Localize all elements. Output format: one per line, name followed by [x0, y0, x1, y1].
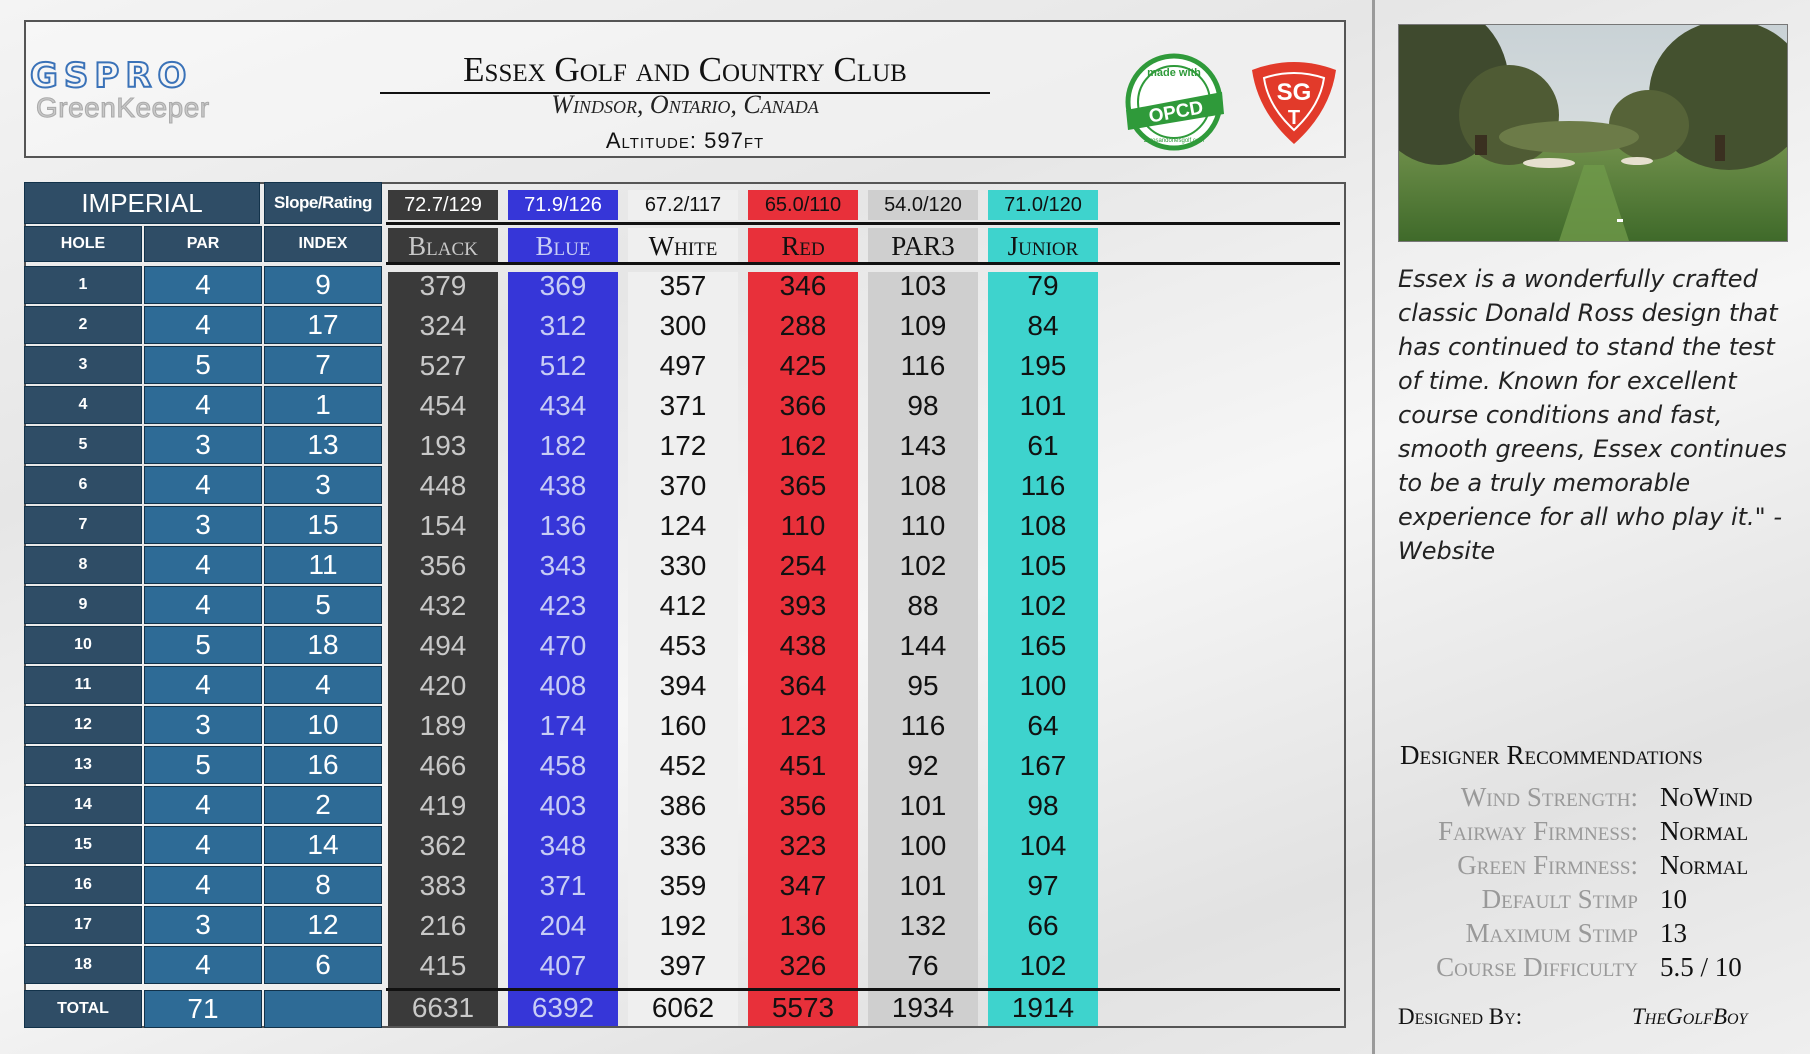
hole-index: 5 — [264, 586, 382, 624]
hole-number: 2 — [24, 306, 142, 344]
tee-yardage: 110 — [780, 510, 826, 541]
index-total-empty — [264, 990, 382, 1028]
tee-yardage: 108 — [1019, 510, 1067, 541]
sgt-bottom-text: T — [1287, 107, 1301, 129]
tee-yardage: 415 — [419, 950, 467, 981]
hole-par: 4 — [144, 786, 262, 824]
hole-par: 4 — [144, 866, 262, 904]
par-header: PAR — [144, 226, 262, 262]
opcd-main-text: OPCD — [1147, 97, 1205, 128]
tee-yardage: 458 — [539, 750, 587, 781]
tee-name: Blue — [508, 228, 618, 264]
total-rule — [386, 988, 1340, 991]
tee-yardage: 453 — [659, 630, 707, 661]
tee-yardage: 162 — [779, 430, 827, 461]
tee-yardage: 348 — [539, 830, 587, 861]
hole-par: 4 — [144, 466, 262, 504]
hole-par: 4 — [144, 666, 262, 704]
recommendation-label: Green Firmness: — [1457, 850, 1638, 880]
hole-par: 4 — [144, 546, 262, 584]
hole-index: 10 — [264, 706, 382, 744]
designer-name: TheGolfBoy — [1632, 1004, 1748, 1029]
course-location: Windsor, Ontario, Canada — [551, 90, 819, 119]
hole-par: 5 — [144, 626, 262, 664]
tee-yardage: 393 — [779, 590, 827, 621]
tee-yardage: 288 — [779, 310, 827, 341]
course-photo — [1398, 24, 1788, 242]
hole-par: 4 — [144, 826, 262, 864]
tee-yardage: 165 — [1019, 630, 1067, 661]
tee-yardage: 66 — [1027, 910, 1059, 941]
hole-number: 8 — [24, 546, 142, 584]
tee-yardage: 61 — [1027, 430, 1059, 461]
hole-par: 5 — [144, 346, 262, 384]
recommendation-label: Default Stimp — [1481, 884, 1638, 914]
recommendation-row — [1398, 816, 1798, 850]
tee-yardage: 425 — [779, 350, 827, 381]
tee-yardage: 64 — [1027, 710, 1059, 741]
tee-yardage: 356 — [419, 550, 467, 581]
tee-yardage: 108 — [899, 470, 947, 501]
tee-yardage: 366 — [779, 390, 827, 421]
hole-number: 4 — [24, 386, 142, 424]
tee-yardage: 98 — [907, 390, 939, 421]
hole-number: 1 — [24, 266, 142, 304]
tee-yardage: 371 — [659, 390, 707, 421]
hole-index: 16 — [264, 746, 382, 784]
tee-total: 1914 — [988, 990, 1098, 1026]
tee-total: 6392 — [508, 990, 618, 1026]
greenkeeper-logo: GreenKeeper — [36, 92, 210, 123]
hole-index: 3 — [264, 466, 382, 504]
hole-index: 15 — [264, 506, 382, 544]
tee-yardage: 438 — [539, 470, 587, 501]
hole-number: 10 — [24, 626, 142, 664]
hole-par: 3 — [144, 506, 262, 544]
recommendation-row — [1398, 918, 1798, 952]
tee-yardage: 98 — [1027, 790, 1059, 821]
recommendation-value: 5.5 / 10 — [1660, 952, 1742, 982]
header-rule-top — [386, 222, 1340, 225]
tee-yardage: 102 — [1019, 590, 1067, 621]
tee-yardage: 370 — [659, 470, 707, 501]
tee-yardage: 101 — [899, 790, 947, 821]
hole-index: 17 — [264, 306, 382, 344]
recommendation-value: Normal — [1660, 816, 1749, 846]
tee-yardage: 362 — [419, 830, 467, 861]
tee-yardage: 438 — [779, 630, 827, 661]
hole-number: 7 — [24, 506, 142, 544]
tee-yardage: 123 — [779, 710, 827, 741]
designed-by-label: Designed By: — [1398, 1004, 1523, 1029]
tee-yardage: 174 — [539, 710, 587, 741]
tee-yardage: 383 — [419, 870, 467, 901]
tee-yardage: 394 — [659, 670, 707, 701]
tee-yardage: 124 — [659, 510, 707, 541]
tee-yardage: 312 — [539, 310, 587, 341]
tee-yardage: 97 — [1027, 870, 1059, 901]
hole-par: 4 — [144, 266, 262, 304]
tee-rating: 54.0/120 — [868, 190, 978, 220]
hole-number: 9 — [24, 586, 142, 624]
tee-yardage: 448 — [419, 470, 467, 501]
hole-index: 2 — [264, 786, 382, 824]
recommendation-label: Course Difficulty — [1436, 952, 1638, 982]
recommendation-row — [1398, 782, 1798, 816]
tee-yardage: 512 — [539, 350, 587, 381]
recommendations-title: Designer Recommendations — [1400, 740, 1703, 770]
hole-number: 15 — [24, 826, 142, 864]
tee-yardage: 104 — [1019, 830, 1067, 861]
hole-index: 4 — [264, 666, 382, 704]
hole-index: 7 — [264, 346, 382, 384]
tee-yardage: 356 — [779, 790, 827, 821]
hole-number: 11 — [24, 666, 142, 704]
tee-yardage: 300 — [659, 310, 707, 341]
course-name: Essex Golf and Country Club — [380, 50, 990, 94]
recommendation-value: 10 — [1660, 884, 1687, 914]
hole-number: 3 — [24, 346, 142, 384]
tee-yardage: 103 — [899, 270, 947, 301]
tee-yardage: 154 — [419, 510, 467, 541]
tee-yardage: 76 — [907, 950, 939, 981]
tee-yardage: 102 — [1019, 950, 1067, 981]
recommendation-label: Wind Strength: — [1460, 782, 1638, 812]
recommendation-row — [1398, 850, 1798, 884]
tee-yardage: 193 — [419, 430, 467, 461]
tee-yardage: 434 — [539, 390, 587, 421]
tee-yardage: 451 — [779, 750, 827, 781]
tee-yardage: 110 — [900, 510, 946, 541]
tee-total: 6062 — [628, 990, 738, 1026]
hole-index: 14 — [264, 826, 382, 864]
sgt-top-text: SG — [1276, 79, 1312, 106]
course-description: Essex is a wonderfully crafted classic Donald Ross design that has continued to stand the test of time. Known for excellent course conditions and fast, smooth greens, Essex continues to be a truly memorable experience for all who play it." - Website — [1398, 265, 1787, 565]
tee-yardage: 101 — [899, 870, 947, 901]
recommendation-label: Maximum Stimp — [1465, 918, 1638, 948]
hole-par: 4 — [144, 586, 262, 624]
tee-rating: 65.0/110 — [748, 190, 858, 220]
tee-yardage: 195 — [1019, 350, 1067, 381]
hole-number: 17 — [24, 906, 142, 944]
tee-yardage: 452 — [659, 750, 707, 781]
tee-yardage: 408 — [539, 670, 587, 701]
gspro-logo: GSPRO — [30, 56, 193, 96]
tee-yardage: 92 — [907, 750, 939, 781]
hole-par: 3 — [144, 426, 262, 464]
recommendation-row — [1398, 952, 1798, 986]
tee-yardage: 100 — [899, 830, 947, 861]
tee-yardage: 324 — [419, 310, 467, 341]
tee-yardage: 189 — [419, 710, 467, 741]
hole-index: 8 — [264, 866, 382, 904]
hole-number: 18 — [24, 946, 142, 984]
tee-yardage: 84 — [1027, 310, 1059, 341]
side-divider — [1372, 0, 1375, 1054]
tee-yardage: 497 — [659, 350, 707, 381]
hole-number: 5 — [24, 426, 142, 464]
tee-yardage: 172 — [659, 430, 707, 461]
tee-yardage: 336 — [659, 830, 707, 861]
tee-name: Red — [748, 228, 858, 264]
tee-yardage: 359 — [659, 870, 707, 901]
hole-par: 4 — [144, 386, 262, 424]
recommendation-value: Normal — [1660, 850, 1749, 880]
tee-yardage: 116 — [900, 710, 946, 741]
tee-name: PAR3 — [868, 228, 978, 264]
tee-yardage: 192 — [659, 910, 707, 941]
tee-yardage: 132 — [899, 910, 947, 941]
tee-rating: 67.2/117 — [628, 190, 738, 220]
tee-yardage: 419 — [419, 790, 467, 821]
course-altitude: Altitude: 597ft — [605, 128, 765, 153]
tee-yardage: 357 — [659, 270, 707, 301]
hole-index: 1 — [264, 386, 382, 424]
tee-yardage: 379 — [419, 270, 467, 301]
tee-yardage: 160 — [659, 710, 707, 741]
tee-yardage: 365 — [779, 470, 827, 501]
tee-yardage: 347 — [779, 870, 827, 901]
tee-yardage: 330 — [659, 550, 707, 581]
tee-yardage: 116 — [1020, 470, 1066, 501]
sgt-badge-logo — [1246, 60, 1342, 146]
tee-yardage: 100 — [1019, 670, 1067, 701]
tee-yardage: 371 — [539, 870, 587, 901]
hole-index: 12 — [264, 906, 382, 944]
hole-par: 4 — [144, 946, 262, 984]
recommendation-label: Fairway Firmness: — [1438, 816, 1638, 846]
tee-rating: 71.9/126 — [508, 190, 618, 220]
tee-yardage: 116 — [900, 350, 946, 381]
tee-yardage: 403 — [539, 790, 587, 821]
tee-rating: 72.7/129 — [388, 190, 498, 220]
tee-yardage: 167 — [1019, 750, 1067, 781]
tee-yardage: 466 — [419, 750, 467, 781]
tee-yardage: 527 — [419, 350, 467, 381]
tee-total: 6631 — [388, 990, 498, 1026]
hole-number: 6 — [24, 466, 142, 504]
tee-yardage: 470 — [539, 630, 587, 661]
hole-par: 3 — [144, 906, 262, 944]
hole-index: 6 — [264, 946, 382, 984]
hole-index: 13 — [264, 426, 382, 464]
tee-rating: 71.0/120 — [988, 190, 1098, 220]
tee-yardage: 95 — [907, 670, 939, 701]
hole-number: 16 — [24, 866, 142, 904]
hole-header: HOLE — [24, 226, 142, 262]
tee-yardage: 364 — [779, 670, 827, 701]
slope-rating-label: Slope/Rating — [264, 182, 382, 224]
tee-yardage: 204 — [539, 910, 587, 941]
tee-yardage: 397 — [659, 950, 707, 981]
tee-yardage: 369 — [539, 270, 587, 301]
recommendation-row — [1398, 884, 1798, 918]
tee-name: Black — [388, 228, 498, 264]
hole-index: 18 — [264, 626, 382, 664]
tee-yardage: 136 — [539, 510, 587, 541]
tee-name: Junior — [988, 228, 1098, 264]
tee-yardage: 136 — [779, 910, 827, 941]
tee-yardage: 494 — [419, 630, 467, 661]
imperial-label: IMPERIAL — [24, 182, 260, 224]
tee-yardage: 109 — [899, 310, 947, 341]
tee-yardage: 144 — [899, 630, 947, 661]
index-header: INDEX — [264, 226, 382, 262]
par-total: 71 — [144, 990, 262, 1028]
tee-yardage: 326 — [779, 950, 827, 981]
opcd-badge-logo — [1124, 52, 1224, 152]
tee-total: 1934 — [868, 990, 978, 1026]
hole-par: 3 — [144, 706, 262, 744]
tee-yardage: 182 — [539, 430, 587, 461]
tee-yardage: 254 — [779, 550, 827, 581]
tee-yardage: 323 — [779, 830, 827, 861]
tee-yardage: 105 — [1019, 550, 1067, 581]
tee-yardage: 143 — [899, 430, 947, 461]
hole-number: 12 — [24, 706, 142, 744]
hole-number: 13 — [24, 746, 142, 784]
tee-yardage: 88 — [907, 590, 939, 621]
recommendation-value: 13 — [1660, 918, 1687, 948]
tee-yardage: 79 — [1027, 270, 1059, 301]
recommendation-value: NoWind — [1660, 782, 1753, 812]
tee-yardage: 101 — [1019, 390, 1067, 421]
hole-par: 4 — [144, 306, 262, 344]
tee-yardage: 343 — [539, 550, 587, 581]
header-rule-bottom — [386, 262, 1340, 265]
tee-yardage: 432 — [419, 590, 467, 621]
tee-name: White — [628, 228, 738, 264]
tee-yardage: 216 — [419, 910, 467, 941]
total-label: TOTAL — [24, 990, 142, 1028]
hole-par: 5 — [144, 746, 262, 784]
tee-yardage: 386 — [659, 790, 707, 821]
hole-index: 9 — [264, 266, 382, 304]
hole-index: 11 — [264, 546, 382, 584]
opcd-top-text: made with — [1147, 67, 1201, 79]
tee-yardage: 407 — [539, 950, 587, 981]
tee-yardage: 346 — [779, 270, 827, 301]
hole-number: 14 — [24, 786, 142, 824]
tee-yardage: 102 — [899, 550, 947, 581]
tee-yardage: 420 — [419, 670, 467, 701]
tee-yardage: 454 — [419, 390, 467, 421]
tee-total: 5573 — [748, 990, 858, 1026]
tee-yardage: 423 — [539, 590, 587, 621]
opcd-bottom-text: zerosandonesgolf.com — [1143, 138, 1205, 144]
tee-yardage: 412 — [659, 590, 707, 621]
